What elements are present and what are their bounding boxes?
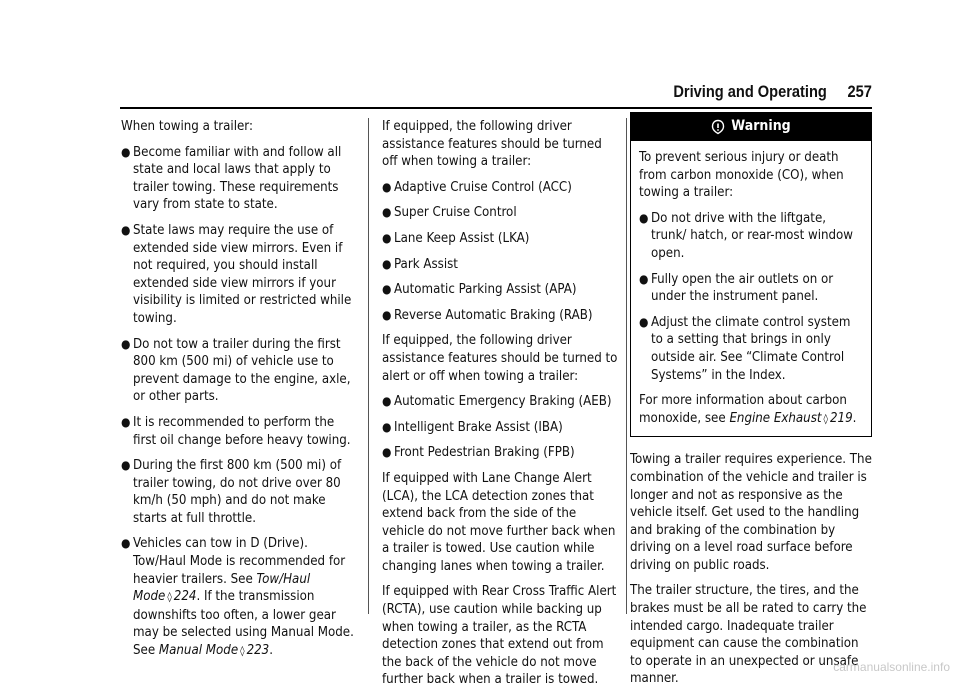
bullet-icon: ● — [121, 222, 131, 237]
warning-more-info: For more information about carbon monoxide, see Engine Exhaust ◊ 219. — [639, 393, 857, 426]
list-item: ● During the first 800 km (500 mi) of trailer towing, do not drive over 80 km/h (50 mph) and do not make starts at full throttle. — [121, 458, 342, 526]
page-number: 257 — [847, 82, 872, 101]
bullet-icon: ● — [382, 445, 392, 460]
list-item: ● State laws may require the use of extended side view mirrors. Even if not required, you should install extended side view mirrors if your visibility is limited or restricted while towing. — [121, 222, 352, 326]
cross-reference-tow-haul[interactable]: Tow/Haul Mode — [133, 571, 311, 605]
list-item: ● Automatic Emergency Braking (AEB) — [382, 394, 612, 410]
bullet-icon: ● — [121, 536, 131, 551]
paragraph: Towing a trailer requires experience. The combination of the vehicle and trailer is longer and not as responsive as the vehicle itself. Get used to the handling and braking of the combination by driving on a level road surface before driving on public roads. — [630, 452, 872, 573]
bullet-icon: ● — [382, 205, 392, 220]
features-alert-list — [382, 393, 620, 462]
column-divider — [368, 118, 369, 614]
watermark: carmanualsonline.info — [833, 660, 950, 674]
list-item: ● Vehicles can tow in D (Drive). Tow/Haul Mode is recommended for heavier trailers. See Tow/Haul Mode ◊ 224. If the transmission downshifts too often, a lower gear may be selected using Manual Mode. See Manual Mode ◊ 223. — [121, 536, 354, 659]
features-off-list — [382, 179, 620, 325]
page-ref-icon: ◊ — [240, 646, 245, 658]
paragraph: The trailer structure, the tires, and the brakes must be all be rated to carry the intended cargo. Inadequate trailer equipment can cause the combination to operate in an unexpected or unsafe manner. — [630, 583, 867, 687]
warning-box — [630, 112, 872, 437]
bullet-icon: ● — [639, 314, 649, 329]
bullet-icon: ● — [121, 336, 131, 351]
bullet-icon: ● — [382, 419, 392, 434]
middle-column — [382, 118, 620, 697]
list-item: ● Adjust the climate control system to a setting that brings in only outside air. See “Climate Control Systems” in the Index. — [639, 314, 851, 383]
bullet-icon: ● — [121, 144, 131, 159]
list-item: ● Front Pedestrian Braking (FPB) — [382, 445, 575, 461]
bullet-icon: ● — [382, 230, 392, 245]
cross-reference-engine-exhaust[interactable]: Engine Exhaust — [729, 410, 822, 426]
header-rule — [120, 107, 872, 109]
list-item: ● Adaptive Cruise Control (ACC) — [382, 179, 572, 195]
left-column — [121, 118, 356, 669]
paragraph: If equipped, the following driver assistance features should be turned to alert or off when towing a trailer: — [382, 333, 618, 384]
page-ref-icon: ◊ — [823, 413, 828, 425]
warning-intro: To prevent serious injury or death from carbon monoxide (CO), when towing a trailer: — [639, 150, 844, 201]
list-item: ● Automatic Parking Assist (APA) — [382, 282, 577, 298]
bullet-icon: ● — [121, 414, 131, 429]
bullet-icon: ● — [382, 282, 392, 297]
cross-reference-page[interactable]: 219 — [829, 410, 853, 426]
paragraph: If equipped with Rear Cross Traffic Alert (RCTA), use caution while backing up when towing a trailer, as the RCTA detection zones that extend out from the back of the vehicle do not move further back when a trailer is towed. — [382, 584, 617, 688]
section-title: Driving and Operating — [673, 82, 827, 101]
bullet-icon: ● — [639, 210, 649, 225]
warning-icon — [711, 119, 725, 135]
bullet-icon: ● — [382, 256, 392, 271]
list-item: ● Lane Keep Assist (LKA) — [382, 230, 530, 246]
list-item: ● Super Cruise Control — [382, 205, 517, 221]
list-item: ● Fully open the air outlets on or under the instrument panel. — [639, 271, 834, 305]
warning-header — [631, 113, 871, 141]
list-item: ● Reverse Automatic Braking (RAB) — [382, 307, 593, 323]
warning-body — [631, 141, 871, 428]
bullet-icon: ● — [382, 307, 392, 322]
bullet-icon: ● — [382, 179, 392, 194]
left-intro: When towing a trailer: — [121, 119, 253, 134]
bullet-icon: ● — [639, 271, 649, 286]
towing-rules-list — [121, 144, 356, 661]
list-item: ● Park Assist — [382, 256, 458, 272]
list-item: ● Do not tow a trailer during the first 800 km (500 mi) of vehicle use to prevent damage to the engine, axle, or other parts. — [121, 336, 351, 405]
cross-reference-page[interactable]: 223 — [246, 643, 270, 659]
paragraph: If equipped, the following driver assistance features should be turned off when towing a trailer: — [382, 119, 602, 170]
list-item: ● Do not drive with the liftgate, trunk/ hatch, or rear-most window open. — [639, 210, 854, 261]
warning-list — [639, 210, 863, 384]
list-item: ● Intelligent Brake Assist (IBA) — [382, 419, 563, 435]
paragraph: If equipped with Lane Change Alert (LCA), the LCA detection zones that extend back from the side of the vehicle do not move further back when a trailer is towed. Use caution while changing lanes when towing a trailer. — [382, 470, 616, 574]
bullet-icon: ● — [382, 394, 392, 409]
page-ref-icon: ◊ — [167, 592, 172, 604]
page-header — [673, 80, 872, 104]
cross-reference-page[interactable]: 224 — [173, 589, 197, 605]
column-divider — [626, 118, 627, 614]
list-item: ● Become familiar with and follow all state and local laws that apply to trailer towing. These requirements vary from state to state. — [121, 144, 342, 213]
list-item: ● It is recommended to perform the first oil change before heavy towing. — [121, 414, 351, 448]
cross-reference-manual-mode[interactable]: Manual Mode — [158, 643, 239, 659]
right-column — [630, 118, 872, 696]
warning-title: Warning — [731, 118, 791, 135]
bullet-icon: ● — [121, 458, 131, 473]
